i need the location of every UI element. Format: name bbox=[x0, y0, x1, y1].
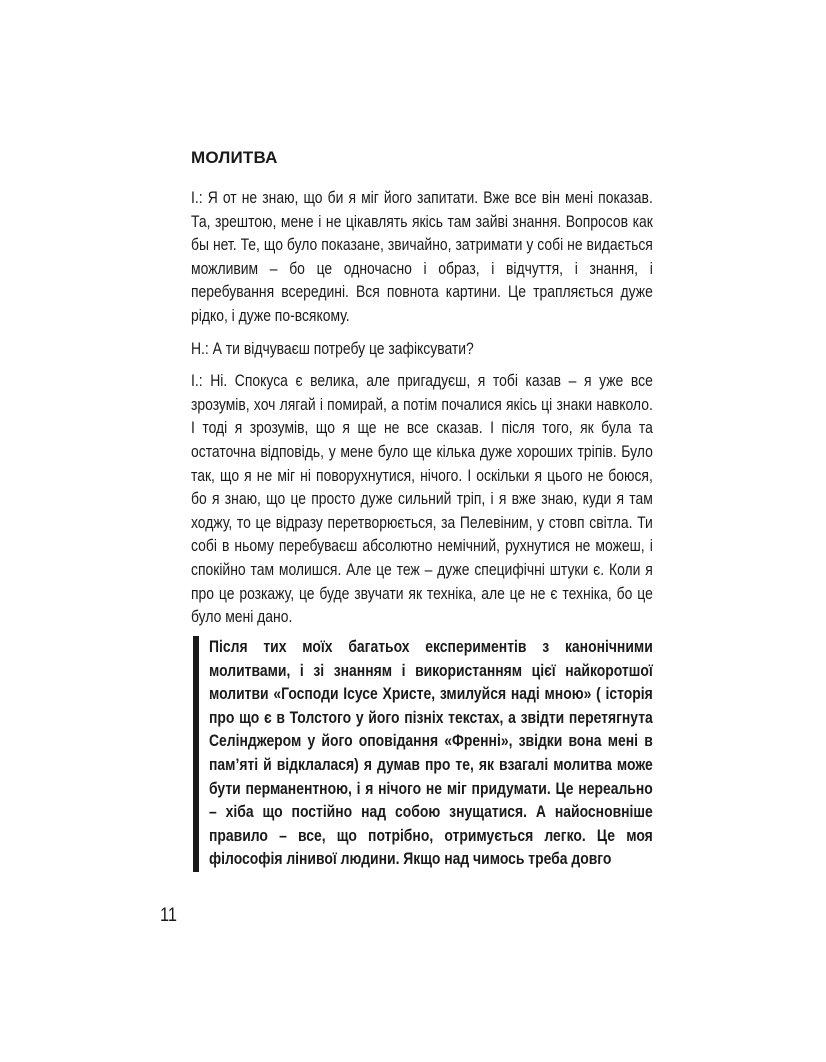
page-number: 11 bbox=[160, 905, 177, 926]
page-body bbox=[191, 146, 653, 639]
section-title: МОЛИТВА bbox=[191, 148, 278, 167]
pull-quote bbox=[193, 636, 653, 872]
paragraph-2: Н.: А ти відчуваєш потребу це зафіксувати? bbox=[191, 339, 474, 358]
pull-quote-text: Після тих моїх багатьох експериментів з канонічними молитвами, і зі знанням і використанням цієї найкоротшої молитви «Господи Ісусе Христе, змилуйся наді мною» ( історія про що є в Толстого у його пізніх текстах, а звідти перетягнута Селінджером у його оповідання «Френні», звідки вона мені в пам’яті й відклалася) я думав про те, як взагалі молитва може бути перманентною, і я нічого не міг придумати. Це нереально – хіба що постійно над собою знущатися. А найосновніше правило – все, що потрібно, отримується легко. Це моя філософія лінивої людини. Якщо над чимось треба довго bbox=[209, 638, 653, 869]
paragraph-3: І.: Ні. Спокуса є велика, але пригадуєш, я тобі казав – я уже все зрозумів, хоч лягай і помирай, а потім почалися якісь ці знаки навколо. І тоді я зрозумів, що я ще не все сказав. І після того, як була та остаточна відповідь, у мене було ще кілька дуже хороших тріпів. Було так, що я не міг ні поворухнутися, нічого. І оскільки я цього не боюся, бо я знаю, що це просто дуже сильний тріп, і я вже знаю, куди я там ходжу, то це відразу перетворюється, за Пелевіним, у стовп світла. Ти собі в ньому перебуваєш абсолютно немічний, рухнутися не можеш, і спокійно там молишся. Але це теж – дуже специфічні штуки є. Коли я про це розкажу, це буде звучати як техніка, але це не є техніка, бо це було мені дано. bbox=[191, 372, 653, 627]
paragraph-1: І.: Я от не знаю, що би я міг його запитати. Вже все він мені показав. Та, зрештою, мене і не цікавлять якісь там зайві знання. Вопросов как бы нет. Те, що було показане, звичайно, затримати у собі не видається можливим – бо це одночасно і образ, і відчуття, і знання, і перебування всередині. Вся повнота картини. Це трапляється дуже рідко, і дуже по-всякому. bbox=[191, 189, 653, 325]
